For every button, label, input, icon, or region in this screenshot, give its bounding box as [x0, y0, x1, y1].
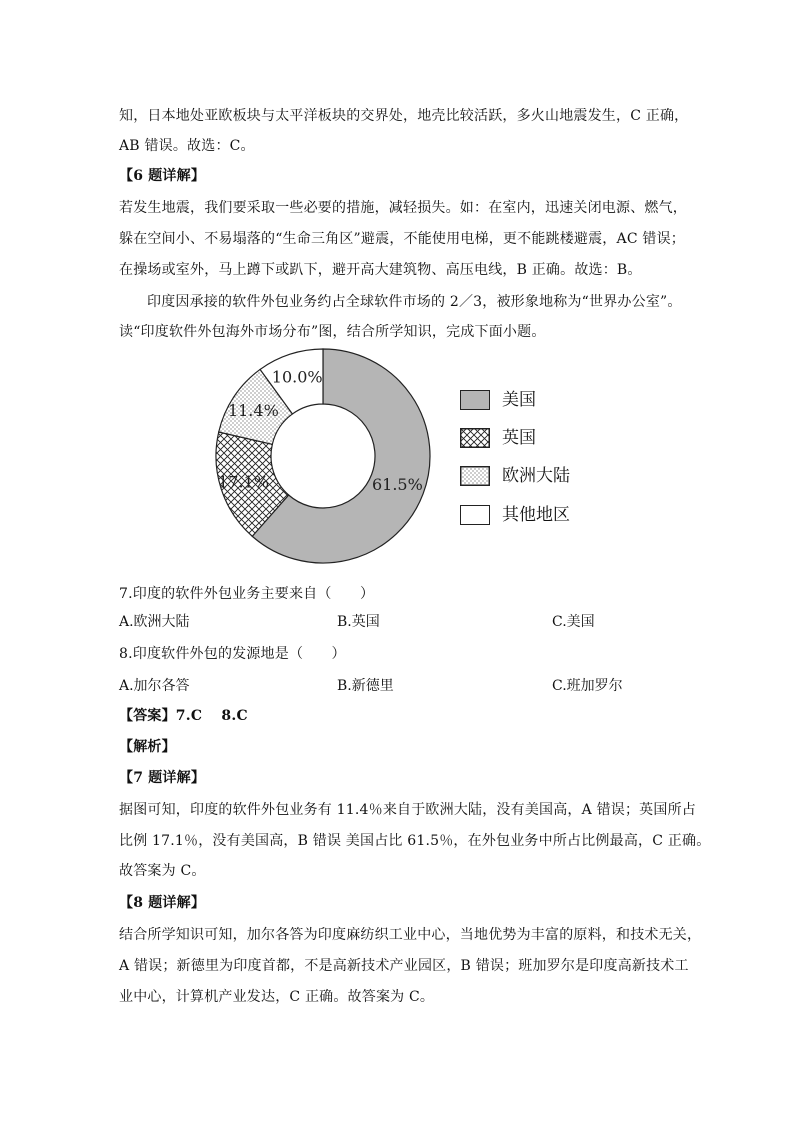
p5-line3: 业中心，计算机产业发达，C 正确。故答案为 C。	[119, 989, 435, 1005]
q8-option-b: B.新德里	[337, 678, 394, 694]
p2-line2: 躲在空间小、不易塌落的“生命三角区”避震，不能使用电梯，更不能跳楼避震，AC 错误；	[119, 231, 685, 247]
q8-option-a: A.加尔各答	[119, 678, 190, 694]
p1-line1: 知，日本地处亚欧板块与太平洋板块的交界处，地壳比较活跃，多火山地震发生，C 正确，	[119, 108, 689, 124]
slice-label-3: 11.4%	[227, 400, 279, 420]
heading-q6: 【6 题详解】	[119, 168, 206, 184]
donut-chart	[210, 348, 590, 570]
question-7: 7.印度的软件外包业务主要来自（ ）	[119, 586, 375, 602]
legend-label-uk: 英国	[502, 428, 536, 448]
p3-line2: 读“印度软件外包海外市场分布”图，结合所学知识，完成下面小题。	[119, 324, 546, 340]
legend-swatch-other	[460, 505, 490, 525]
legend-label-other: 其他地区	[502, 505, 570, 525]
p4-line3: 故答案为 C。	[119, 863, 206, 879]
p4-line1: 据图可知，印度的软件外包业务有 11.4％来自于欧洲大陆，没有美国高，A 错误；英国所占	[119, 802, 696, 818]
question-8: 8.印度软件外包的发源地是（ ）	[119, 646, 346, 662]
p3-line1: 印度因承接的软件外包业务约占全球软件市场的 2／3，被形象地称为“世界办公室”。	[147, 294, 682, 310]
p2-line3: 在操场或室外，马上蹲下或趴下，避开高大建筑物、高压电线，B 正确。故选：B。	[119, 262, 642, 278]
answer-line: 【答案】7.C 8.C	[119, 708, 248, 724]
legend-swatch-usa	[460, 390, 490, 410]
p1-line2: AB 错误。故选：C。	[119, 138, 255, 154]
p5-line2: A 错误；新德里为印度首都，不是高新技术产业园区，B 错误；班加罗尔是印度高新技术工	[119, 958, 689, 974]
p5-line1: 结合所学知识可知，加尔各答为印度麻纺织工业中心，当地优势为丰富的原料，和技术无关，	[119, 927, 702, 943]
legend-swatch-europe	[460, 466, 490, 486]
q7-option-b: B.英国	[337, 614, 380, 630]
legend-label-europe: 欧洲大陆	[502, 466, 570, 486]
p2-line1: 若发生地震，我们要采取一些必要的措施，减轻损失。如：在室内，迅速关闭电源、燃气，	[119, 200, 687, 216]
slice-label-1: 61.5%	[371, 475, 423, 495]
analysis-heading: 【解析】	[119, 739, 176, 755]
heading-q8: 【8 题详解】	[119, 895, 206, 911]
q7-option-a: A.欧洲大陆	[119, 614, 190, 630]
slice-label-2: 17.1%	[218, 472, 269, 492]
p4-line2: 比例 17.1％，没有美国高，B 错误 美国占比 61.5％，在外包业务中所占比例最高，C 正确。	[119, 833, 711, 849]
donut-chart-svg	[210, 348, 450, 570]
slice-label-4: 10.0%	[271, 367, 323, 387]
legend-label-usa: 美国	[502, 390, 536, 410]
legend-swatch-uk	[460, 428, 490, 448]
q8-option-c: C.班加罗尔	[552, 678, 623, 694]
q7-option-c: C.美国	[552, 614, 595, 630]
heading-q7: 【7 题详解】	[119, 770, 206, 786]
